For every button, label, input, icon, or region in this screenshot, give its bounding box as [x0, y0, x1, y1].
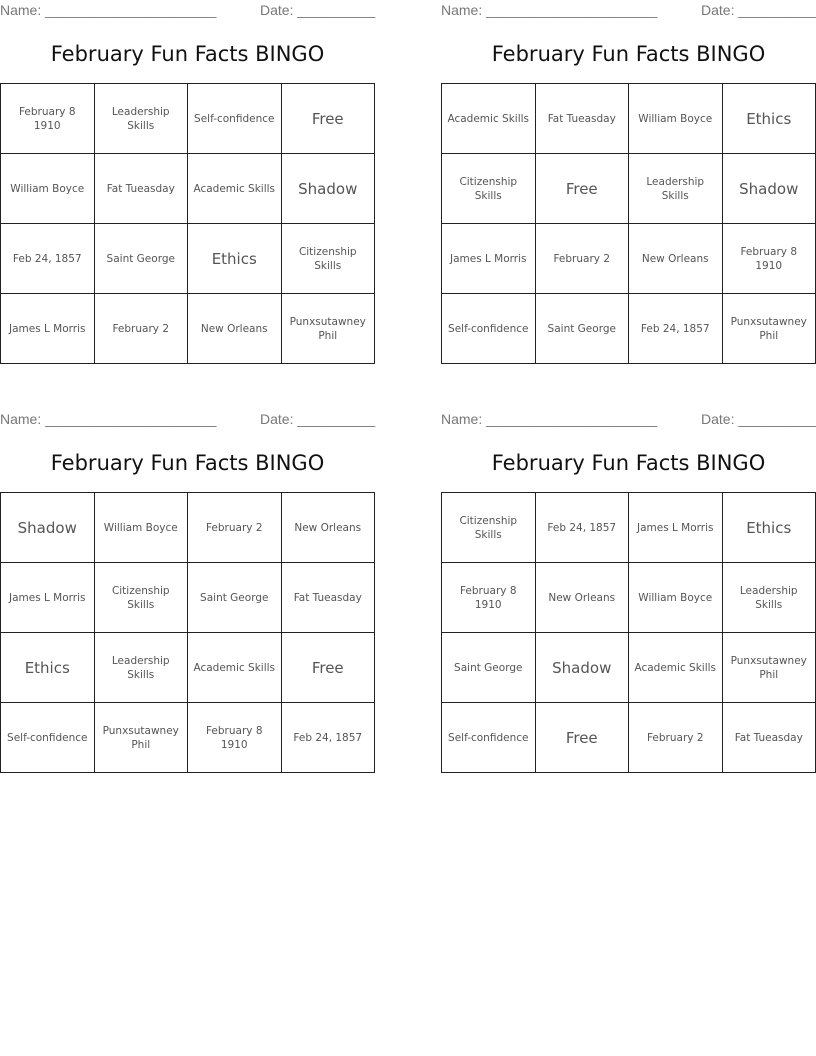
bingo-cell: New Orleans: [629, 224, 723, 294]
date-field: Date: __________: [260, 411, 376, 427]
name-field: Name: ______________________: [0, 2, 217, 18]
date-field: Date: __________: [701, 2, 816, 18]
bingo-cell: Punxsutawney Phil: [94, 703, 188, 773]
bingo-cell: Citizenship Skills: [442, 493, 536, 563]
bingo-cell: James L Morris: [629, 493, 723, 563]
bingo-cell: February 8 1910: [188, 703, 282, 773]
grid-row: [1, 224, 375, 294]
bingo-grid: [441, 83, 816, 364]
bingo-cell: Free: [535, 154, 629, 224]
bingo-cell: Self-confidence: [442, 294, 536, 364]
grid-row: [1, 703, 375, 773]
bingo-cell: Feb 24, 1857: [1, 224, 95, 294]
card-title: February Fun Facts BINGO: [491, 451, 766, 475]
bingo-cell: James L Morris: [442, 224, 536, 294]
bingo-cell: Self-confidence: [1, 703, 95, 773]
bingo-cell: William Boyce: [1, 154, 95, 224]
bingo-cell: Citizenship Skills: [94, 563, 188, 633]
bingo-cell: Ethics: [722, 493, 816, 563]
grid-row: [442, 493, 816, 563]
bingo-cell: New Orleans: [188, 294, 282, 364]
grid-row: [1, 154, 375, 224]
bingo-cell: Saint George: [442, 633, 536, 703]
bingo-cell: Ethics: [188, 224, 282, 294]
grid-row: [442, 703, 816, 773]
bingo-cell: Free: [535, 703, 629, 773]
bingo-cell: February 2: [94, 294, 188, 364]
name-field: Name: ______________________: [441, 2, 658, 18]
bingo-cell: New Orleans: [535, 563, 629, 633]
date-field: Date: __________: [260, 2, 376, 18]
bingo-cell: February 2: [629, 703, 723, 773]
name-field: Name: ______________________: [0, 411, 217, 427]
bingo-cell: Free: [281, 633, 375, 703]
bingo-cell: Shadow: [535, 633, 629, 703]
bingo-cell: William Boyce: [629, 563, 723, 633]
bingo-cell: Shadow: [722, 154, 816, 224]
bingo-cell: February 8 1910: [442, 563, 536, 633]
bingo-cell: February 8 1910: [722, 224, 816, 294]
bingo-cell: Punxsutawney Phil: [281, 294, 375, 364]
card-title: February Fun Facts BINGO: [50, 451, 325, 475]
bingo-cell: James L Morris: [1, 563, 95, 633]
bingo-cell: Feb 24, 1857: [281, 703, 375, 773]
card-title: February Fun Facts BINGO: [491, 42, 766, 66]
grid-row: [1, 84, 375, 154]
bingo-cell: Academic Skills: [442, 84, 536, 154]
bingo-cell: Fat Tueasday: [94, 154, 188, 224]
date-field: Date: __________: [701, 411, 816, 427]
bingo-card: [441, 409, 816, 774]
bingo-cell: Leadership Skills: [722, 563, 816, 633]
bingo-cell: Fat Tueasday: [535, 84, 629, 154]
grid-row: [442, 563, 816, 633]
bingo-cell: Feb 24, 1857: [629, 294, 723, 364]
grid-row: [442, 84, 816, 154]
bingo-cell: Citizenship Skills: [281, 224, 375, 294]
bingo-cell: Punxsutawney Phil: [722, 633, 816, 703]
bingo-cell: February 8 1910: [1, 84, 95, 154]
bingo-cell: Self-confidence: [442, 703, 536, 773]
bingo-cell: Academic Skills: [629, 633, 723, 703]
bingo-cell: Leadership Skills: [629, 154, 723, 224]
bingo-card: [441, 0, 816, 365]
bingo-cell: February 2: [188, 493, 282, 563]
bingo-grid: [0, 492, 375, 773]
bingo-cell: Shadow: [281, 154, 375, 224]
bingo-cell: William Boyce: [94, 493, 188, 563]
bingo-cell: Fat Tueasday: [722, 703, 816, 773]
bingo-cell: Academic Skills: [188, 154, 282, 224]
bingo-cell: Shadow: [1, 493, 95, 563]
bingo-cell: Self-confidence: [188, 84, 282, 154]
grid-row: [1, 493, 375, 563]
grid-row: [1, 633, 375, 703]
bingo-card: [0, 409, 375, 774]
bingo-cell: James L Morris: [1, 294, 95, 364]
bingo-cell: Ethics: [722, 84, 816, 154]
bingo-cell: Citizenship Skills: [442, 154, 536, 224]
bingo-cell: Feb 24, 1857: [535, 493, 629, 563]
bingo-cell: Leadership Skills: [94, 633, 188, 703]
card-title: February Fun Facts BINGO: [50, 42, 325, 66]
bingo-cell: Punxsutawney Phil: [722, 294, 816, 364]
grid-row: [442, 633, 816, 703]
bingo-grid: [0, 83, 375, 364]
bingo-cell: Ethics: [1, 633, 95, 703]
bingo-cell: Saint George: [188, 563, 282, 633]
bingo-cell: Academic Skills: [188, 633, 282, 703]
bingo-cell: Saint George: [94, 224, 188, 294]
bingo-cell: Leadership Skills: [94, 84, 188, 154]
grid-row: [442, 154, 816, 224]
grid-row: [1, 294, 375, 364]
grid-row: [442, 294, 816, 364]
bingo-cell: February 2: [535, 224, 629, 294]
grid-row: [1, 563, 375, 633]
grid-row: [442, 224, 816, 294]
bingo-cell: Fat Tueasday: [281, 563, 375, 633]
bingo-grid: [441, 492, 816, 773]
bingo-cell: Saint George: [535, 294, 629, 364]
bingo-cell: William Boyce: [629, 84, 723, 154]
name-field: Name: ______________________: [441, 411, 658, 427]
bingo-cell: New Orleans: [281, 493, 375, 563]
bingo-card: [0, 0, 375, 365]
bingo-cell: Free: [281, 84, 375, 154]
